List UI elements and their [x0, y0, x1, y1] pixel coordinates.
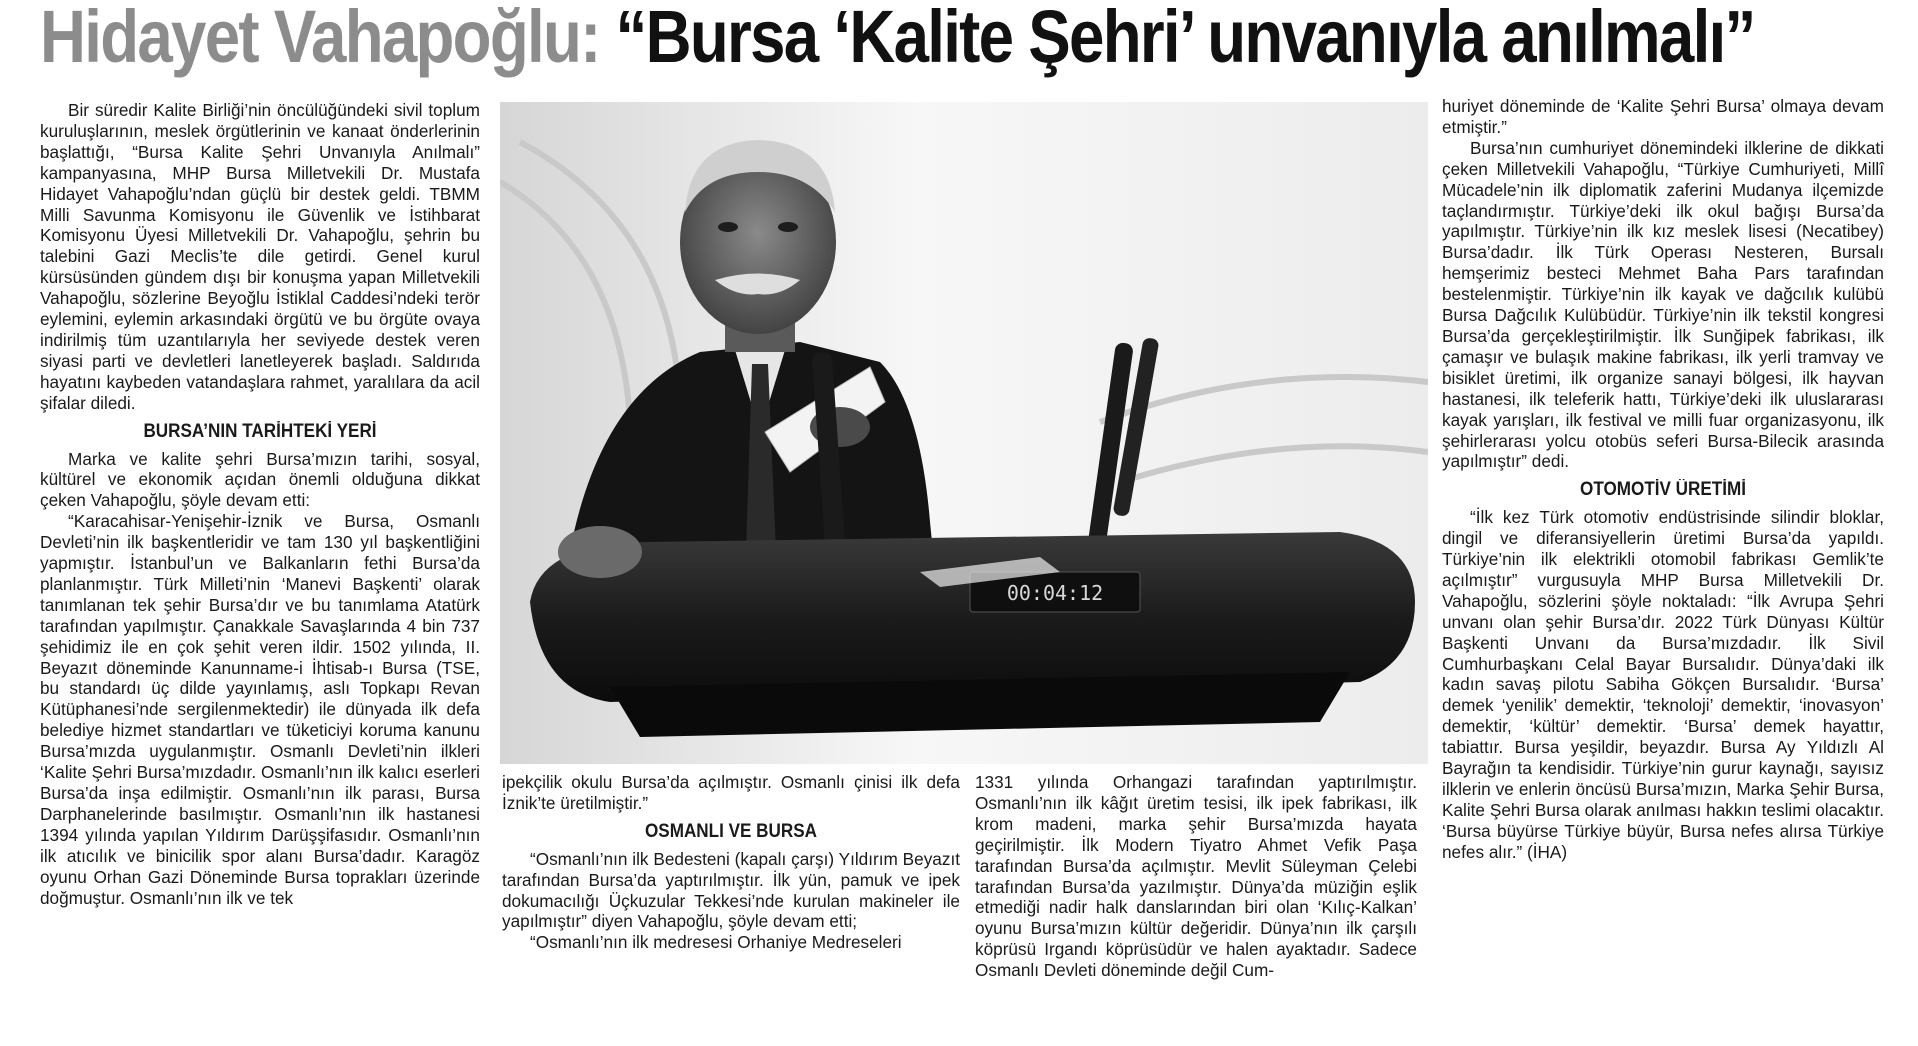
subheading: OTOMOTİV ÜRETİMİ — [1580, 479, 1746, 501]
speaker-at-podium-image — [500, 102, 1428, 764]
headline-name: Hidayet Vahapoğlu: — [40, 0, 600, 78]
subheading: BURSA’NIN TARİHTEKİ YERİ — [143, 420, 377, 442]
paragraph: Bir süredir Kalite Birliği’nin öncülüğündeki sivil toplum kuruluşlarının, meslek örgütlerinin ve kanaat önderlerinin başlattığı, “Bursa Kalite Şehri Unvanıyla Anılmalı” kampanyasına, MHP Bursa Milletvekili Dr. Mustafa Hidayet Vahapoğlu’ndan güçlü bir destek geldi. TBMM Milli Savunma Komisyonu ile Güvenlik ve İstihbarat Komisyonu Üyesi Milletvekili Dr. Vahapoğlu, şehrin bu talebini Gazi Meclis’te dile getirdi. Genel kurul kürsüsünden gündem dışı bir konuşma yapan Milletvekili Vahapoğlu, sözlerine Beyoğlu İstiklal Caddesi’ndeki terör eylemini, eylemin arkasındaki örgütü ve bu örgüte ovaya indirilmiş tüm uzantılarıyla her seviyede destek veren siyasi parti ve devletleri lanetleyerek başladı. Saldırıda hayatını kaybeden vatandaşlara rahmet, yaralılara da acil şifalar diledi. — [40, 100, 480, 413]
paragraph: “Karacahisar-Yenişehir-İznik ve Bursa, Osmanlı Devleti’nin ilk başkentleridir ve tam 130 yıl başkentliğini yapmıştır. İstanbul’un ve Balkanların fethi Bursa’da planlanmıştır. Türk Milleti’nin ‘Manevi Başkenti’ olarak tanımlanan tek şehir Bursa’dır ve bu tanımlama Atatürk tarafından yapılmıştır. Çanakkale Savaşlarında 4 bin 737 şehidimiz ile en çok şehit veren ildir. 1502 yılında, II. Beyazıt döneminde Kanunname-i İhtisab-ı Bursa (TSE, bu standardı üç dilde yayınlamış, aslı Topkapı Revan Kütüphanesi’nde sergilenmektedir) ile dünyada ilk defa belediye hizmet standartları ve tüketiciyi koruma kanunu Bursa’mızda uygulanmıştır. Osmanlı Devleti’nin ilkleri ‘Kalite Şehri Bursa’mızdadır. Osmanlı’nın ilk kalıcı eserleri Bursa’da inşa edilmiştir. Osmanlı’nın ilk parası, Bursa Darphanelerinde basılmıştır. Osmanlı’nın ilk hastanesi 1394 yılında yapılan Yıldırım Darüşşifasıdır. Osmanlı’nın ilk atıcılık ve binicilik spor alanı Bursa’dadır. Karagöz oyunu Orhan Gazi Döneminde Bursa toprakları üzerinde doğmuştur. Osmanlı’nın ilk ve tek — [40, 511, 480, 908]
subheading: OSMANLI VE BURSA — [645, 820, 817, 842]
paragraph: Bursa’nın cumhuriyet dönemindeki ilklerine de dikkati çeken Milletvekili Vahapoğlu, “Türkiye Cumhuriyeti, Millî Mücadele’nin ilk diplomatik zaferini Mudanya ilçemizde taçlandırmıştır. Türkiye’deki ilk okul bağışı Bursa’da yapılmıştır. Türkiye’nin ilk kız meslek lisesi (Necatibey) Bursa’dadır. İlk Türk Operası Nesteren, Bursalı hemşerimiz besteci Mehmet Baha Pars tarafından bestelenmiştir. Türkiye’nin ilk kayak ve dağcılık kulübü Bursa Dağcılık Kulübüdür. Türkiye’nin ilk tekstil kongresi Bursa’da gerçekleştirilmiştir. İlk Sunğipek fabrikası, ilk çamaşır ve bulaşık makine fabrikası, ilk yerli tramvay ve bisiklet üretimi, ilk organize sanayi bölgesi, ilk hayvan hastanesi, ilk teleferik hattı, Türkiye’deki ilk uluslararası kayak yarışları, ilk festival ve milli fuar organizasyonu, ilk şehirlerarası yolcu otobüs seferi Bursa-Bilecik arasında yapılmıştır” dedi. — [1442, 137, 1884, 472]
paragraph: 1331 yılında Orhangazi tarafından yaptırılmıştır. Osmanlı’nın ilk kâğıt üretim tesisi, ilk ipek fabrikası, ilk krom madeni, marka şehir Bursa’mızda hayata geçirilmiştir. İlk Modern Tiyatro Ahmet Vefik Paşa tarafından Bursa’da açılmıştır. Mevlit Süleyman Çelebi tarafından Bursa’da yazılmıştır. Dünya’da müziğin eşlik etmediği nadir halk danslarından biri olan ‘Kılıç-Kalkan’ oyunu Bursa’mızın kültür değeridir. Dünya’nın ilk çarşılı köprüsü Irgandı köprüsüdür ve halen ayaktadır. Sadece Osmanlı Devleti döneminde değil Cum- — [975, 772, 1417, 981]
paragraph: huriyet döneminde de ‘Kalite Şehri Bursa’ olmaya devam etmiştir.” — [1442, 96, 1884, 137]
paragraph: “Osmanlı’nın ilk medresesi Orhaniye Medreseleri — [530, 932, 902, 953]
article-column-1 — [40, 100, 480, 908]
paragraph: “İlk kez Türk otomotiv endüstrisinde silindir bloklar, dingil ve diferansiyellerin üretimi Bursa’da yapıldı. Türkiye’nin ilk elektrikli otomobil fabrikası Gemlik’te açılmıştır” vurgusuyla MHP Bursa Milletvekili Dr. Vahapoğlu, sözlerini şöyle noktaladı: “İlk Avrupa Şehri unvanı olan şehir Bursa’dır. 2022 Türk Dünyası Kültür Başkenti Unvanı da Bursa’mızdadır. İlk Sivil Cumhurbaşkanı Celal Bayar Bursalıdır. Dünya’daki ilk kadın savaş pilotu Sabiha Gökçen Bursalıdır. ‘Bursa’ demek ‘yenilik’ demektir, ‘teknoloji’ demektir, ‘inovasyon’ demektir, ‘kültür’ demektir. ‘Bursa’ demek hayattır, tabiattır. Bursa yeşildir, beyazdır. Bursa Ay Yıldızlı Al Bayrağın ta kendisidir. Türkiye’nin gurur kaynağı, sayısız ilklerin ve enlerin öncüsü Bursa’mızın, Marka Şehir Bursa, Kalite Şehri Bursa olarak anılması hakkın teslimi olacaktır. ‘Bursa büyürse Türkiye büyür, Bursa nefes alırsa Türkiye nefes alır.” (İHA) — [1442, 507, 1884, 862]
podium-timer: 00:04:12 — [1006, 581, 1104, 605]
paragraph: “Osmanlı’nın ilk Bedesteni (kapalı çarşı) Yıldırım Beyazıt tarafından Bursa’da yaptırılmıştır. İlk yün, pamuk ve ipek dokumacılığı Üçkuzular Tekkesi’nde kurulan makineler ile yapılmıştır” diyen Vahapoğlu, şöyle devam etti; — [502, 848, 960, 932]
paragraph: ipekçilik okulu Bursa’da açılmıştır. Osmanlı çinisi ilk defa İznik’te üretilmiştir.” — [502, 772, 960, 813]
article-column-3 — [975, 772, 1417, 981]
article-column-4 — [1442, 96, 1884, 863]
paragraph: Marka ve kalite şehri Bursa’mızın tarihi, sosyal, kültürel ve ekonomik açıdan önemli olduğuna dikkat çeken Vahapoğlu, şöyle devam etti: — [40, 448, 480, 511]
headline — [40, 0, 1755, 86]
news-photo — [500, 102, 1428, 764]
article-column-2 — [502, 772, 960, 953]
headline-quote: “Bursa ‘Kalite Şehri’ unvanıyla anılmalı” — [615, 0, 1755, 78]
